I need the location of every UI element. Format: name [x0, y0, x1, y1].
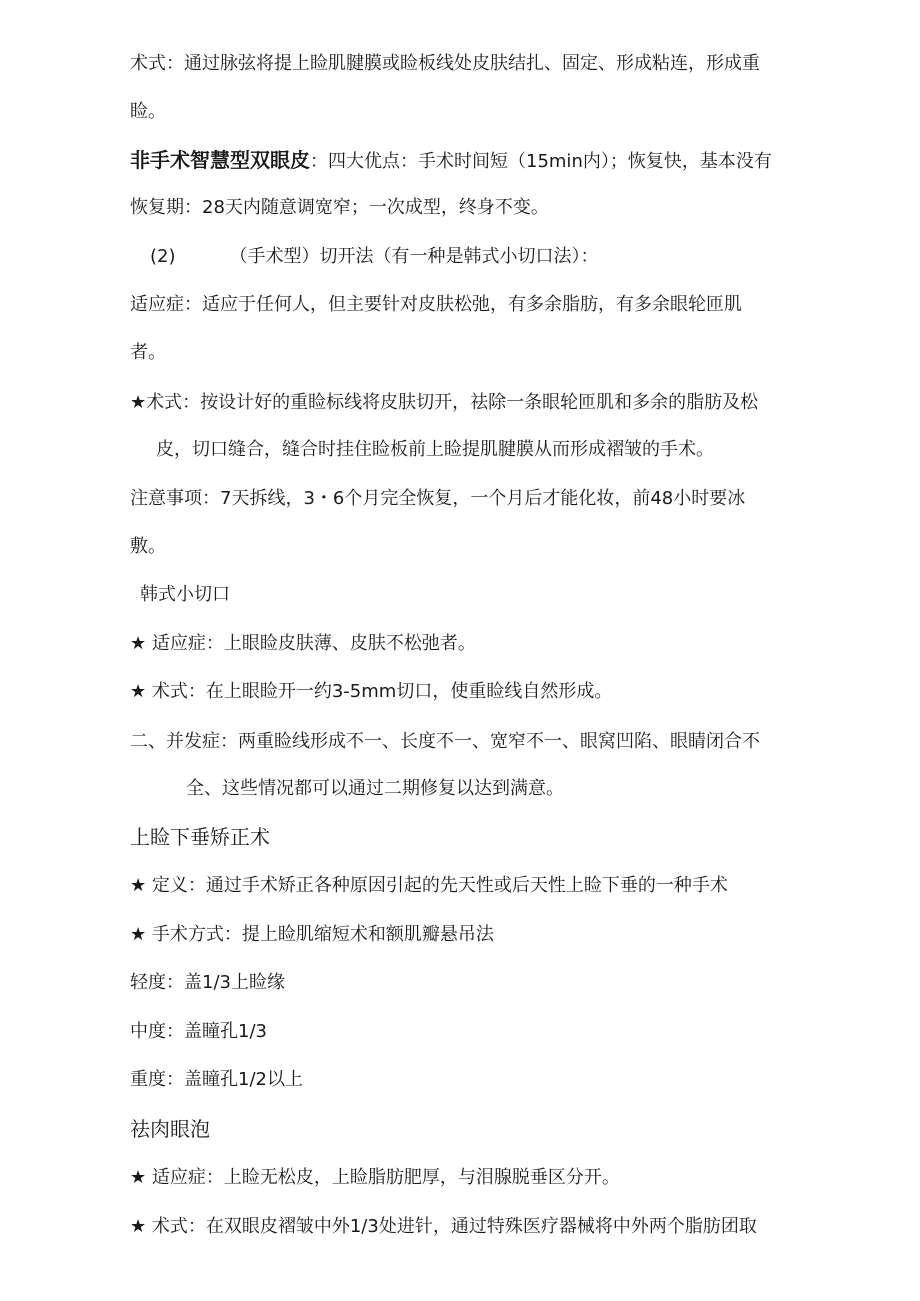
section-title-nonsurgical: 非手术智慧型双眼皮: [130, 148, 310, 172]
text-line: 者。: [130, 342, 166, 363]
text-line: 适应症：适应于任何人，但主要针对皮肤松弛，有多余脂肪，有多余眼轮匝肌: [130, 294, 742, 315]
text-line: ★ 手术方式：提上睑肌缩短术和额肌瓣悬吊法: [130, 924, 494, 945]
text-line: 注意事项：7天拆线，3・6个月完全恢复，一个月后才能化妆，前48小时要冰: [130, 488, 746, 509]
section-heading-ptosis: 上睑下垂矫正术: [130, 825, 270, 849]
subheading-korean-incision: 韩式小切口: [140, 584, 230, 605]
text-line: 术式：通过脉弦将提上睑肌腱膜或睑板线处皮肤结扎、固定、形成粘连，形成重: [130, 53, 760, 74]
text-line: 重度：盖瞳孔1/2以上: [130, 1069, 303, 1090]
text-line: [130, 148, 772, 174]
text-line: 皮，切口缝合，缝合时挂住睑板前上睑提肌腱膜从而形成褶皱的手术。: [156, 439, 714, 460]
text-line: 敷。: [130, 536, 166, 557]
text-line: ★ 术式：在双眼皮褶皱中外1/3处进针，通过特殊医疗器械将中外两个脂肪团取: [130, 1216, 757, 1237]
text-line: [150, 245, 599, 269]
text-line: 二、并发症：两重睑线形成不一、长度不一、宽窄不一、眼窝凹陷、眼睛闭合不: [130, 731, 760, 752]
text-line: 轻度：盖1/3上睑缘: [130, 972, 285, 993]
text-line: ★术式：按设计好的重睑标线将皮肤切开，祛除一条眼轮匝肌和多余的脂肪及松: [130, 392, 759, 413]
text-line: ★ 术式：在上眼睑开一约3-5mm切口，使重睑线自然形成。: [130, 681, 613, 702]
text-line: 中度：盖瞳孔1/3: [130, 1021, 267, 1042]
text-line: 睑。: [130, 101, 166, 122]
text-line: ★ 适应症：上睑无松皮，上睑脂肪肥厚，与泪腺脱垂区分开。: [130, 1167, 620, 1188]
text-line: ★ 适应症：上眼睑皮肤薄、皮肤不松弛者。: [130, 633, 476, 654]
text-span: （手术型）切开法（有一种是韩式小切口法）：: [229, 246, 599, 267]
section-heading-eyebag: 祛肉眼泡: [130, 1117, 210, 1141]
text-span: ：四大优点：手术时间短（15min内）；恢复快，基本没有: [310, 151, 772, 172]
text-line: 恢复期：28天内随意调宽窄；一次成型，终身不变。: [130, 197, 549, 218]
text-line: 全、这些情况都可以通过二期修复以达到满意。: [186, 778, 564, 799]
text-line: ★ 定义：通过手术矫正各种原因引起的先天性或后天性上睑下垂的一种手术: [130, 875, 728, 896]
list-number: (2): [150, 246, 176, 267]
